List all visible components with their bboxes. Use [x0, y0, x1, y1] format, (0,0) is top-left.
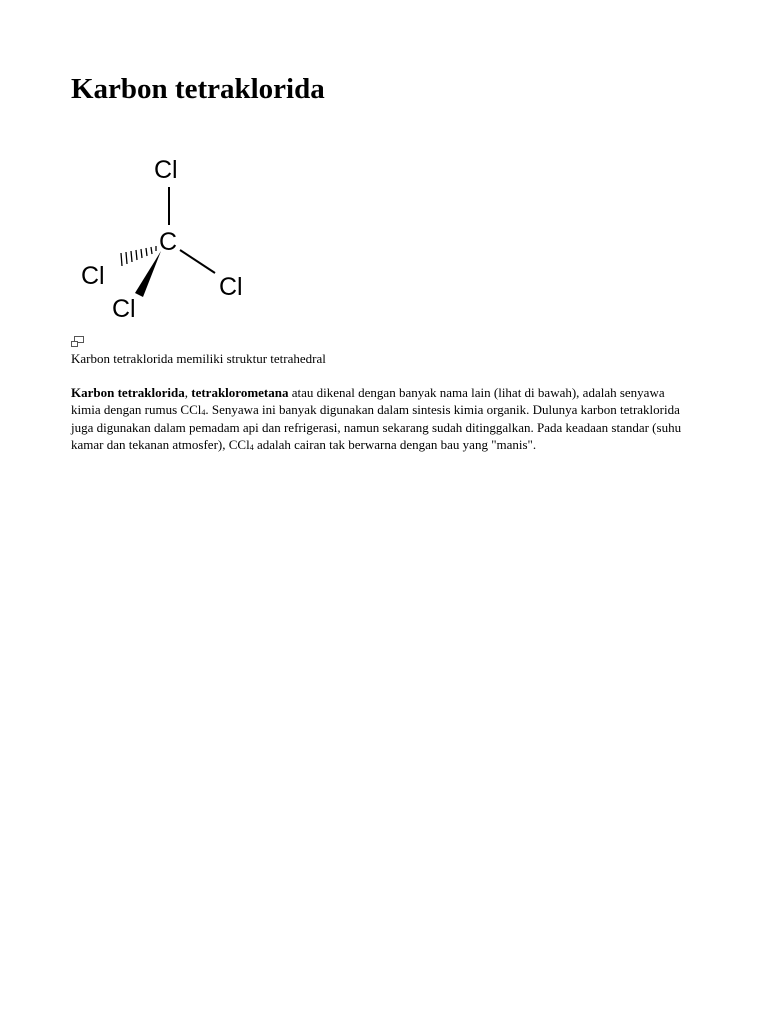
term-tetraklorometana: tetraklorometana [191, 385, 289, 400]
atom-cl-left: Cl [81, 262, 105, 290]
bond-left-hashed [121, 246, 156, 266]
enlarge-icon[interactable] [71, 336, 85, 348]
intro-paragraph [71, 384, 686, 453]
ccl4-structure-diagram [76, 145, 261, 330]
atom-cl-top: Cl [154, 156, 178, 184]
atom-cl-bottom: Cl [112, 295, 136, 323]
atom-cl-right: Cl [219, 273, 243, 301]
paragraph-text-2: . Senyawa ini banyak digunakan dalam sintesis kimia organik. Dulunya karbon tetraklorida juga digunakan dalam pemadam api dan refrigerasi, namun sekarang sudah ditinggalkan. Pada keadaan standar (suhu kamar dan tekanan atmosfer), [71, 402, 682, 452]
atom-c-central: C [159, 228, 178, 256]
bond-right [180, 250, 215, 273]
paragraph-text-3: adalah cairan tak berwarna dengan bau yang "manis". [253, 436, 537, 452]
formula-ccl4: CCl$_4$ [180, 402, 206, 418]
molecule-figure [76, 145, 261, 330]
page-title: Karbon tetraklorida [71, 73, 325, 105]
formula-ccl4: CCl$_4$ [228, 436, 254, 452]
term-karbon-tetraklorida: Karbon tetraklorida [71, 385, 185, 400]
figure-caption: Karbon tetraklorida memiliki struktur tetrahedral [71, 351, 326, 366]
bond-bottom-wedge [135, 251, 161, 297]
paragraph-text-1: atau dikenal dengan banyak nama lain (lihat di bawah), adalah senyawa kimia dengan rumus [71, 385, 665, 418]
term-separator: , [184, 385, 192, 400]
